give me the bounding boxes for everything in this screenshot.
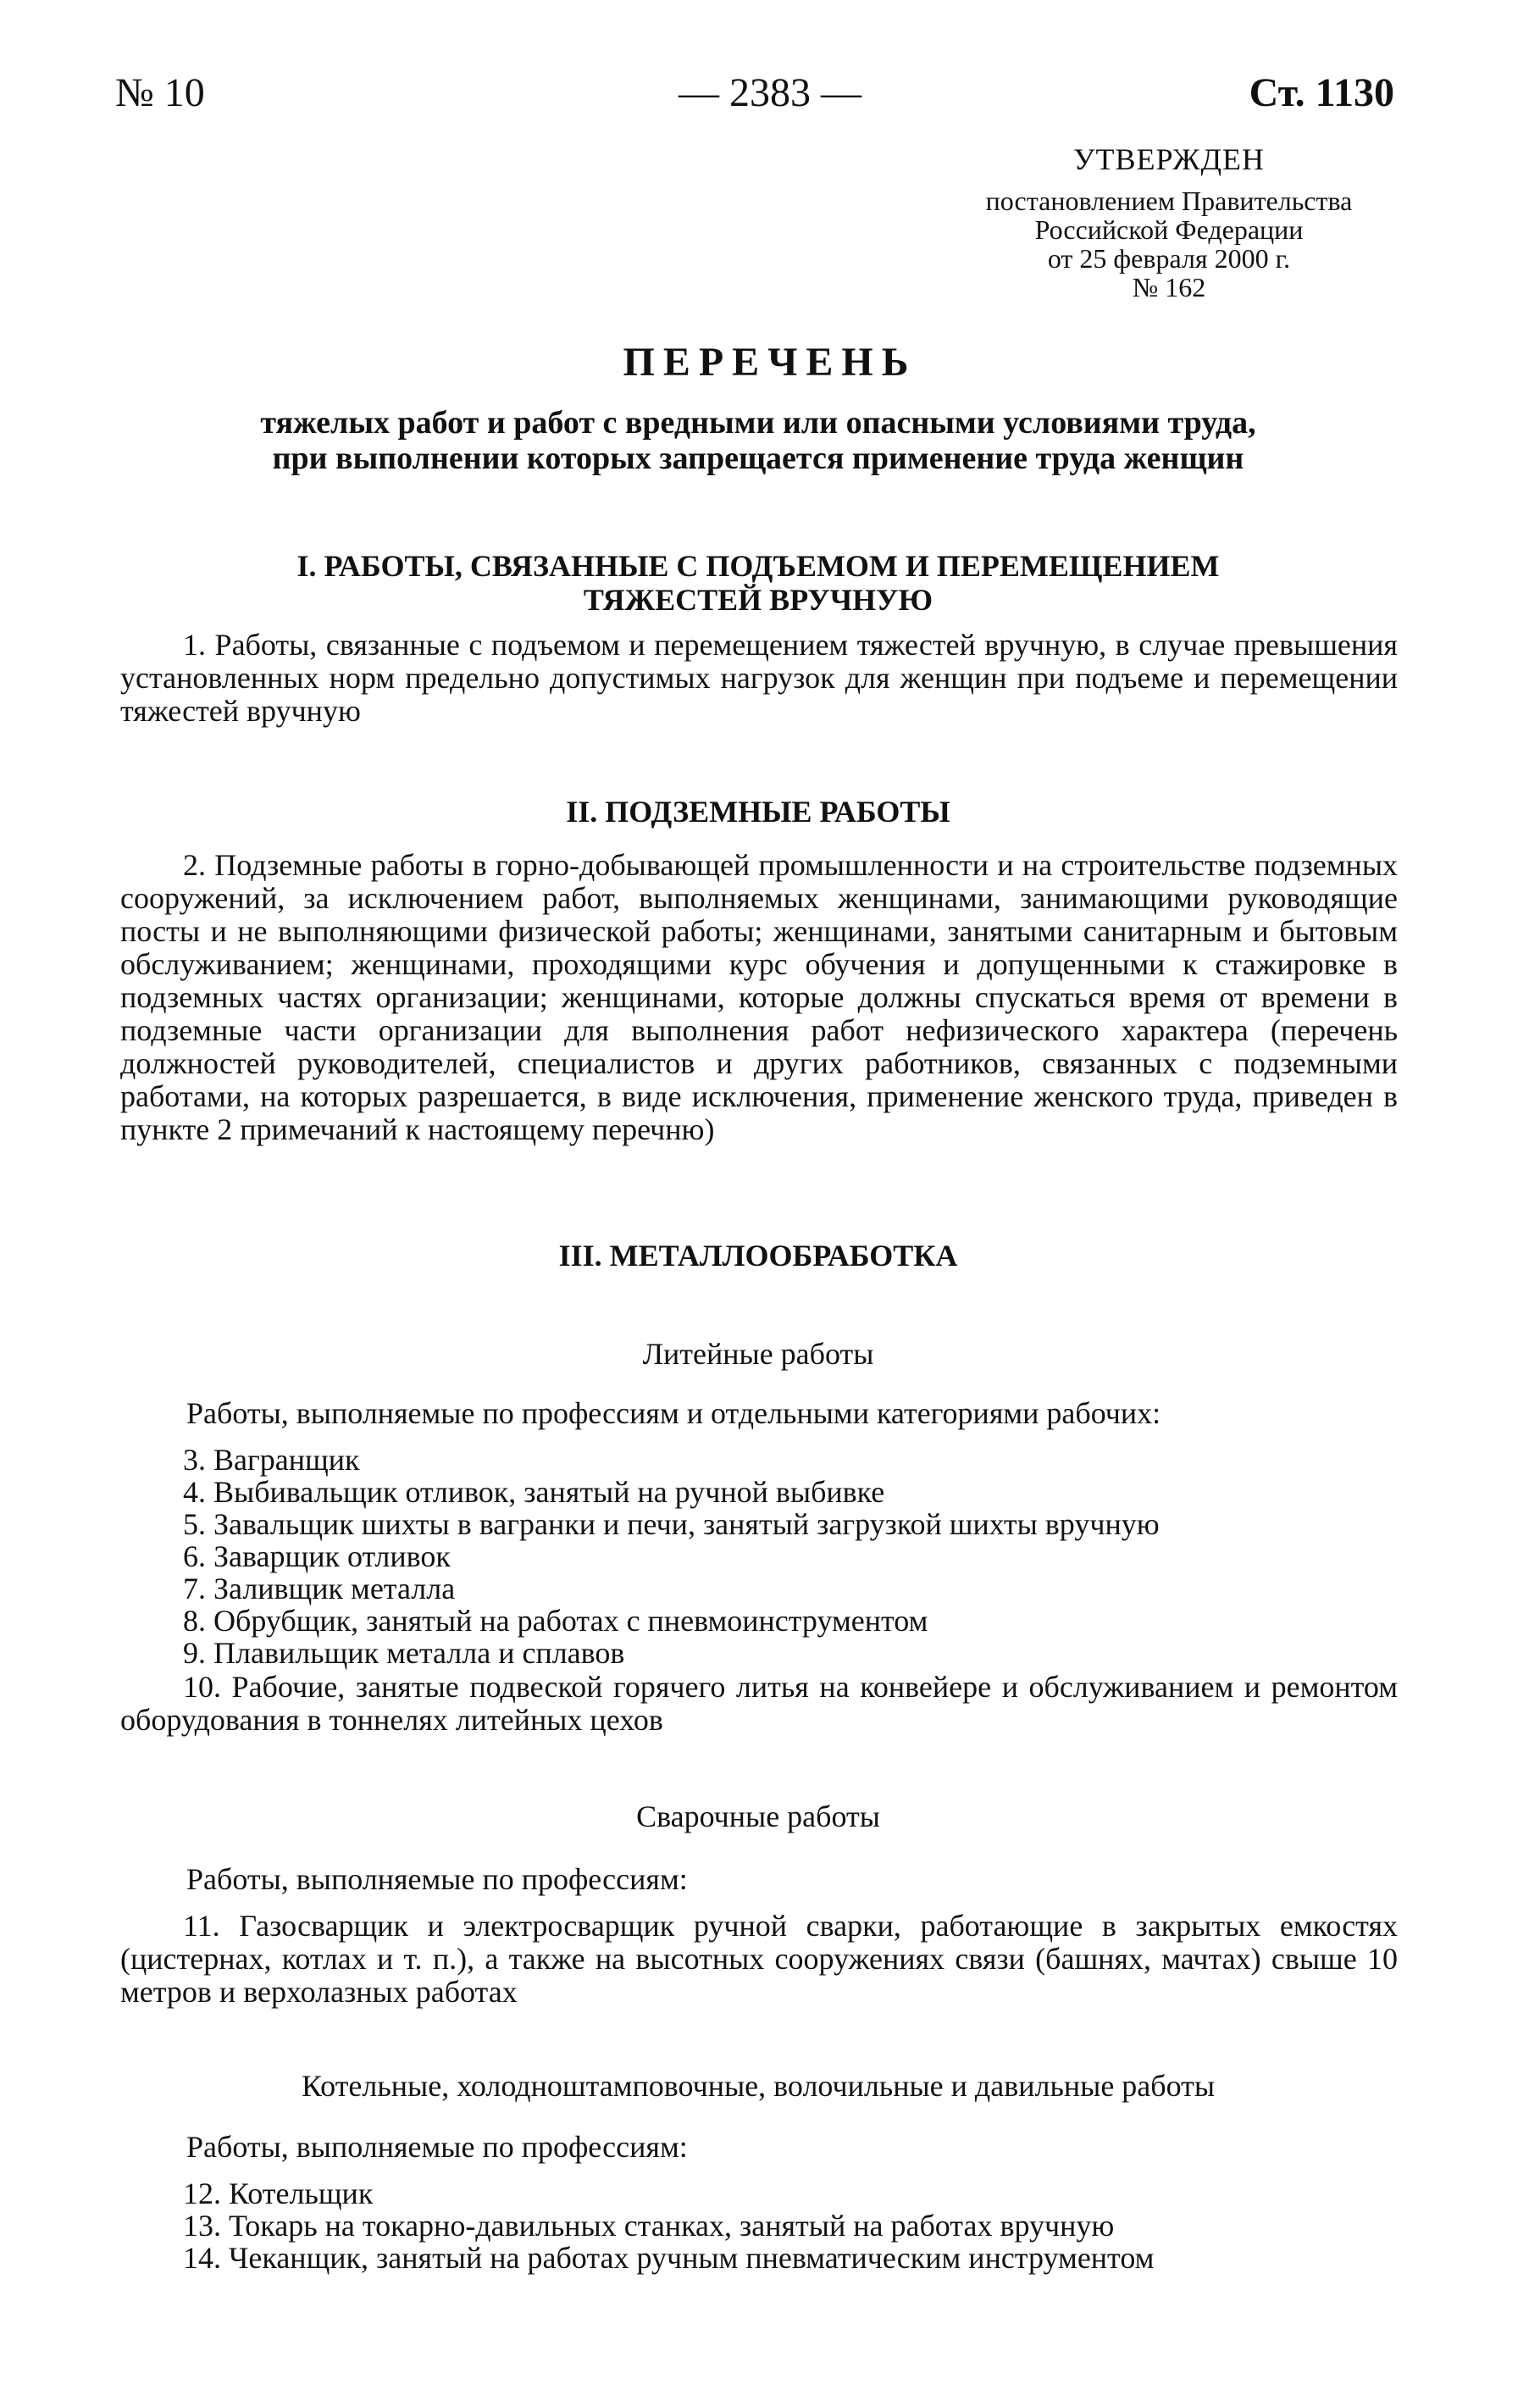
list-item: 7. Заливщик металла (183, 1572, 456, 1605)
approval-line: от 25 февраля 2000 г. (1047, 243, 1291, 274)
issue-number: № 10 (115, 70, 205, 115)
subsection-heading-boiler: Котельные, холодноштамповочные, волочильные и давильные работы (301, 2069, 1216, 2103)
subtitle-line: при выполнении которых запрещается применение труда женщин (272, 441, 1244, 476)
list-item: 14. Чеканщик, занятый на работах ручным пневматическим инструментом (183, 2241, 1155, 2275)
approval-title: УТВЕРЖДЕН (1072, 142, 1266, 176)
list-item: 8. Обрубщик, занятый на работах с пневмоинструментом (183, 1604, 928, 1638)
subtitle-line: тяжелых работ и работ с вредными или опасными условиями труда, (260, 405, 1256, 441)
welding-intro: Работы, выполняемые по профессиям: (186, 1862, 688, 1896)
list-item: 12. Котельщик (183, 2176, 374, 2210)
list-item: 4. Выбивальщик отливок, занятый на ручной выбивке (183, 1475, 885, 1509)
subsection-heading-casting: Литейные работы (642, 1337, 874, 1371)
list-item: 6. Заварщик отливок (183, 1539, 451, 1573)
section-title-1 (119, 549, 1398, 617)
list-item: 3. Вагранщик (183, 1443, 360, 1477)
item-1: 1. Работы, связанные с подъемом и перемещением тяжестей вручную, в случае превышения установленных норм предельно допустимых нагрузок для женщин при подъеме и перемещении тяжестей вручную (120, 628, 1398, 728)
approval-line: Российской Федерации (1034, 214, 1304, 245)
article-number: Ст. 1130 (1249, 70, 1394, 115)
boiler-list (183, 2177, 1154, 2274)
section-title-2: II. ПОДЗЕМНЫЕ РАБОТЫ (566, 795, 950, 829)
approval-block (932, 186, 1406, 302)
item-2: 2. Подземные работы в горно-добывающей промышленности и на строительстве подземных сооружений, за исключением работ, выполняемых женщинами, занимающими руководящие посты и не выполняющими физической работы; женщинами, занятыми санитарным и бытовым обслуживанием; женщинами, проходящими курс обучения и допущенными к стажировке в подземных частях организации; женщинами, которые должны спускаться время от времени в подземные части организации для выполнения работ нефизического характера (перечень должностей руководителей, специалистов и других работников, связанных с подземными работами, на которых разрешается, в виде исключения, применение женского труда, приведен в пункте 2 примечаний к настоящему перечню) (120, 848, 1398, 1146)
casting-intro: Работы, выполняемые по профессиям и отдельными категориями рабочих: (186, 1396, 1161, 1430)
casting-list (183, 1444, 1160, 1669)
section-title-3: III. МЕТАЛЛООБРАБОТКА (558, 1239, 958, 1273)
list-item: 5. Завальщик шихты в вагранки и печи, занятый загрузкой шихты вручную (183, 1507, 1160, 1541)
page-number: — 2383 — (679, 70, 861, 115)
item-10: 10. Рабочие, занятые подвеской горячего литья на конвейере и обслуживанием и ремонтом оборудования в тоннелях литейных цехов (120, 1670, 1398, 1737)
document-title: ПЕРЕЧЕНЬ (623, 340, 917, 385)
boiler-intro: Работы, выполняемые по профессиям: (186, 2130, 688, 2164)
list-item: 9. Плавильщик металла и сплавов (183, 1636, 625, 1670)
subsection-heading-welding: Сварочные работы (636, 1799, 880, 1833)
item-11: 11. Газосварщик и электросварщик ручной сварки, работающие в закрытых емкостях (цистернах, котлах и т. п.), а также на высотных сооружениях связи (башнях, мачтах) свыше 10 метров и верхолазных работах (120, 1909, 1398, 2009)
section-title-line: ТЯЖЕСТЕЙ ВРУЧНУЮ (583, 583, 933, 617)
approval-line: № 162 (1132, 272, 1206, 302)
section-title-line: I. РАБОТЫ, СВЯЗАННЫЕ С ПОДЪЕМОМ И ПЕРЕМЕЩЕНИЕМ (296, 549, 1220, 583)
list-item: 13. Токарь на токарно-давильных станках, занятый на работах вручную (183, 2209, 1115, 2243)
approval-line: постановлением Правительства (985, 186, 1353, 216)
document-subtitle (119, 405, 1398, 476)
